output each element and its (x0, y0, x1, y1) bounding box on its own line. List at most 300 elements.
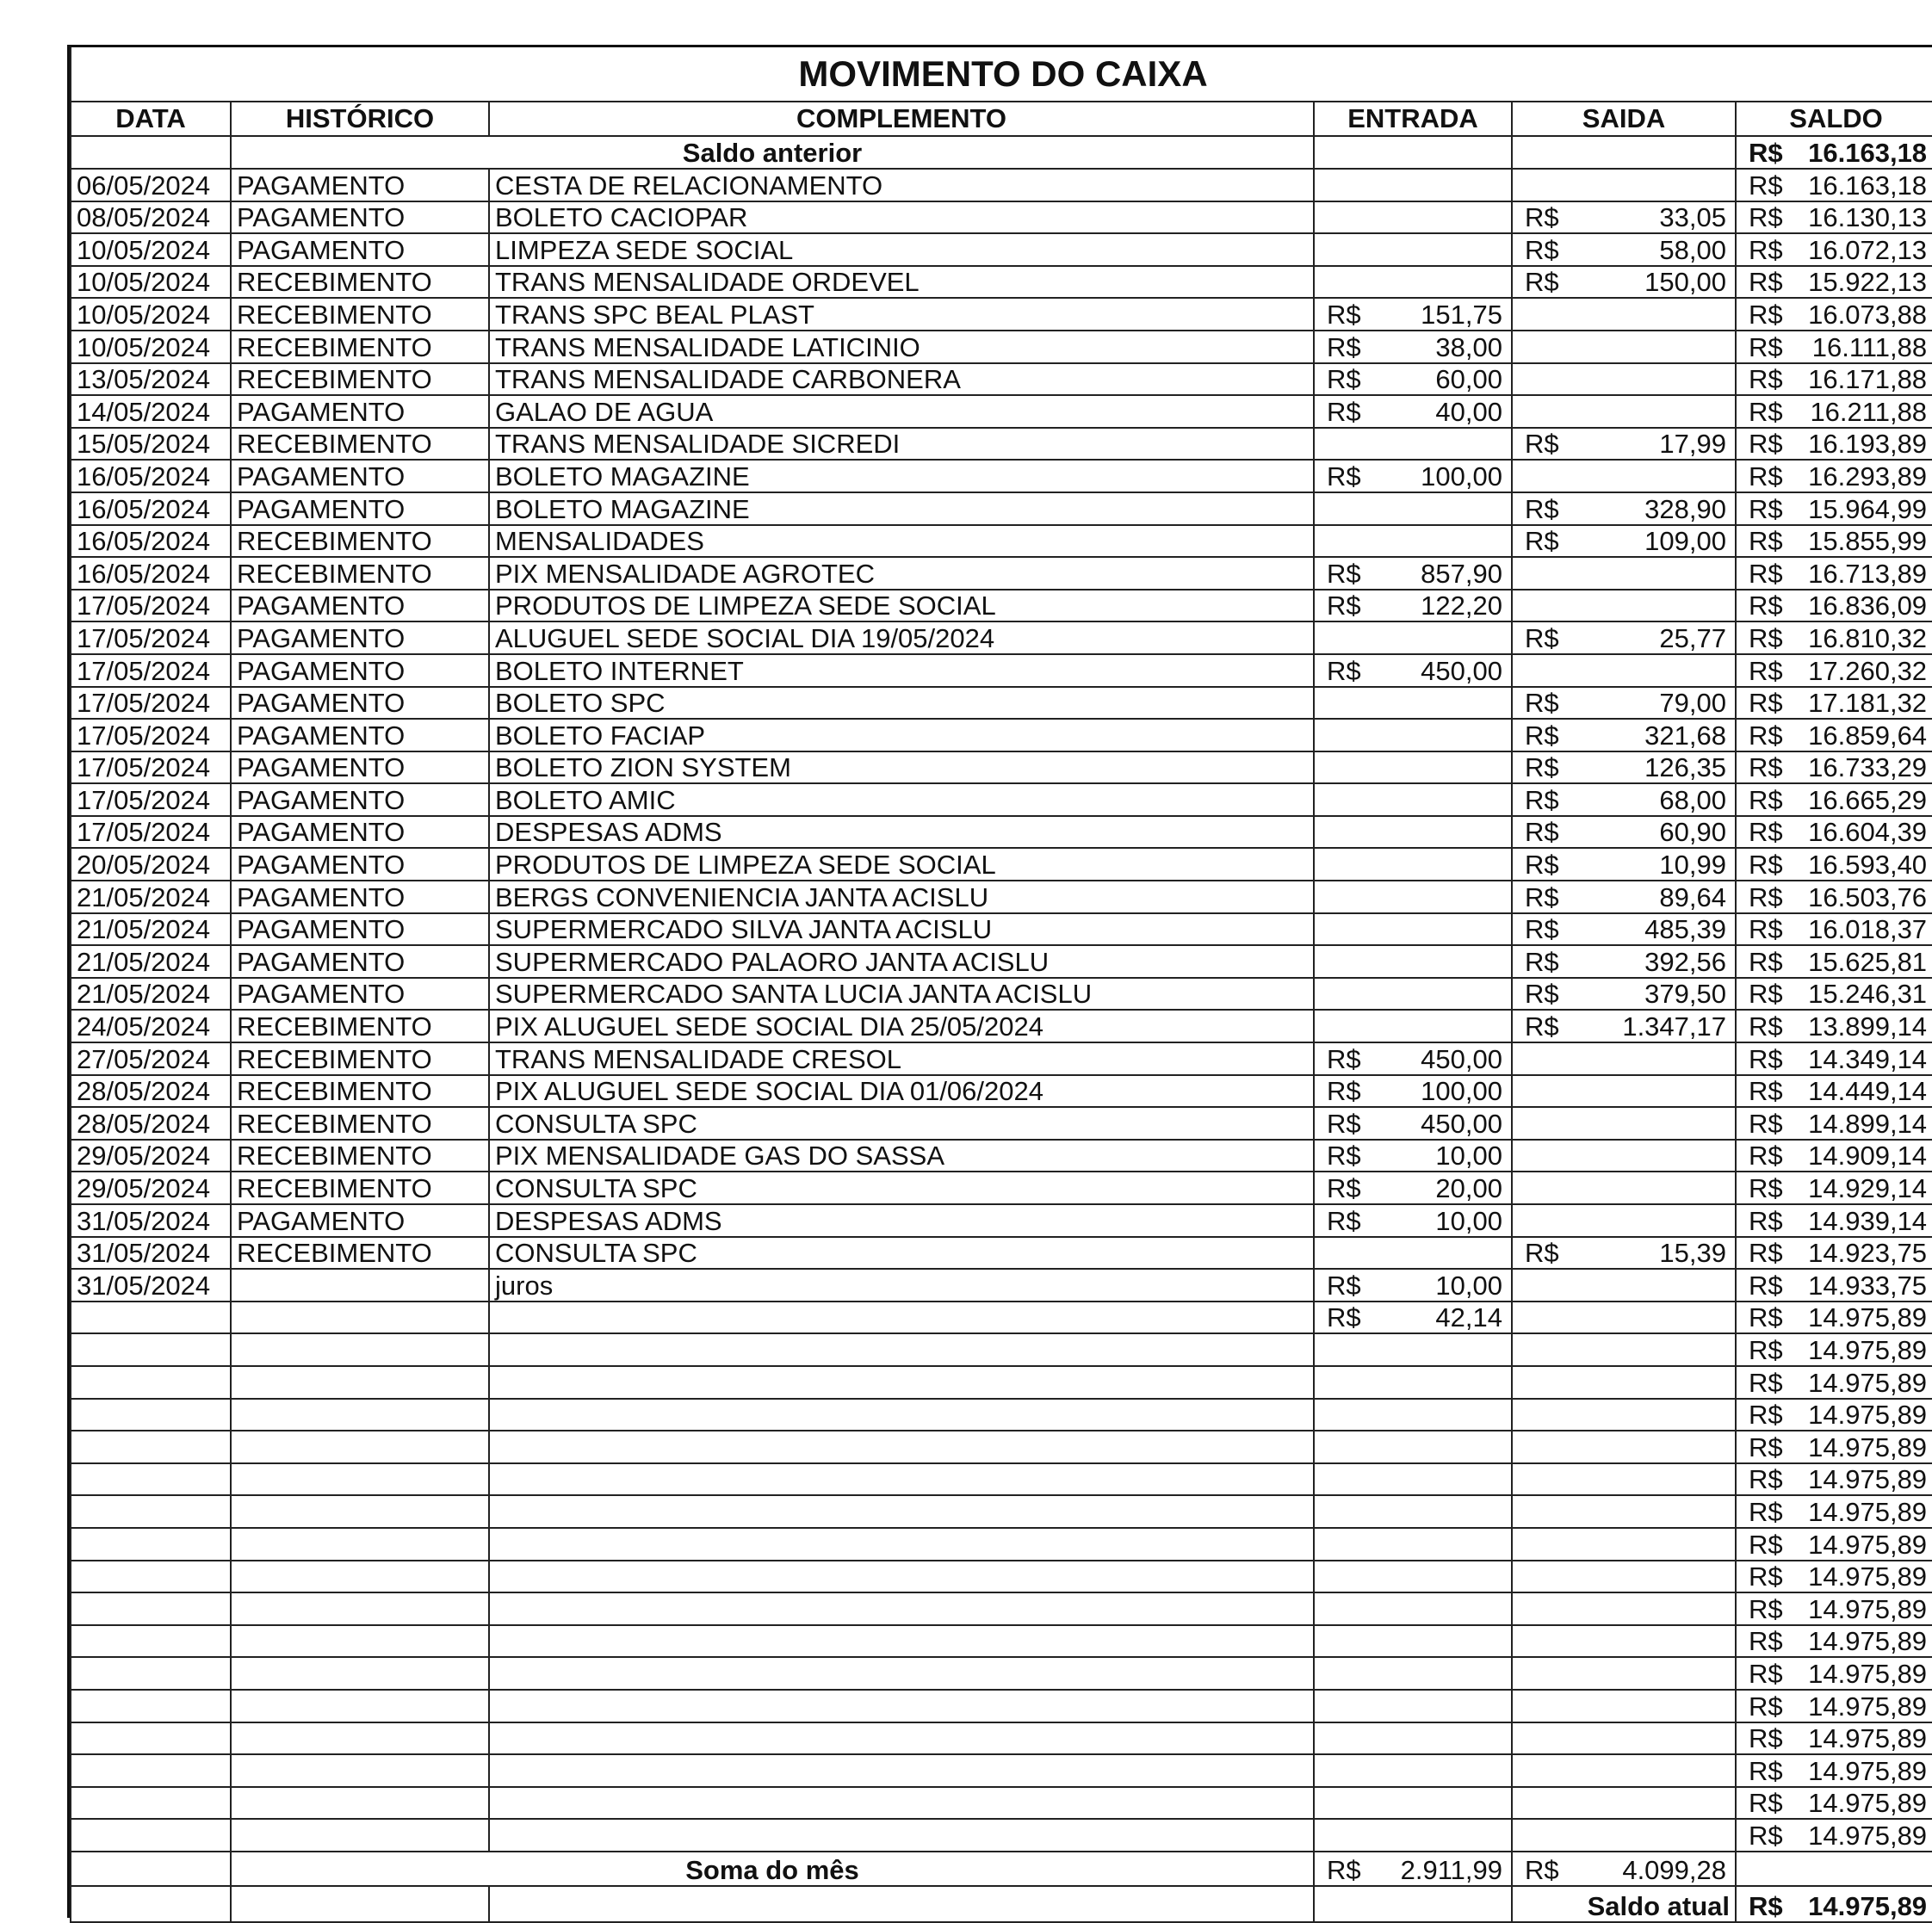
cell-date: 10/05/2024 (71, 331, 231, 363)
cell-historico (231, 1431, 489, 1463)
saida-amount: 58,00 (1659, 234, 1726, 265)
cell-date (71, 1754, 231, 1787)
cell-entrada (1314, 1657, 1512, 1690)
table-row (71, 201, 1932, 234)
cell-saida (1512, 1172, 1736, 1204)
cell-complemento: PRODUTOS DE LIMPEZA SEDE SOCIAL (489, 590, 1314, 622)
cell-historico (231, 1366, 489, 1399)
cell-entrada (1314, 1399, 1512, 1431)
cell-historico (231, 1528, 489, 1561)
currency-symbol: R$ (1749, 1755, 1783, 1786)
currency-symbol: R$ (1525, 914, 1559, 945)
table-row (71, 1463, 1932, 1496)
currency-symbol: R$ (1525, 688, 1559, 719)
currency-symbol: R$ (1749, 1043, 1783, 1074)
cell-historico (231, 1495, 489, 1528)
saldo-amount: 17.181,32 (1808, 688, 1928, 719)
cell-entrada (1314, 1431, 1512, 1463)
cell-date (71, 1819, 231, 1852)
cell-entrada (1314, 1140, 1512, 1172)
col-header-historico: HISTÓRICO (231, 102, 489, 136)
currency-symbol: R$ (1749, 1561, 1783, 1592)
cell-date: 13/05/2024 (71, 363, 231, 396)
cell-date: 31/05/2024 (71, 1237, 231, 1270)
cell-date (71, 1787, 231, 1820)
currency-symbol: R$ (1749, 688, 1783, 719)
cell-date: 17/05/2024 (71, 654, 231, 687)
total-empty-date (71, 1852, 231, 1886)
saldo-amount: 16.859,64 (1808, 720, 1928, 751)
cell-entrada (1314, 1075, 1512, 1108)
cell-saldo (1736, 460, 1932, 492)
cell-complemento (489, 1463, 1314, 1496)
cell-saida (1512, 1269, 1736, 1302)
table-row (71, 590, 1932, 622)
cell-complemento: BOLETO ZION SYSTEM (489, 751, 1314, 784)
cell-saida (1512, 395, 1736, 428)
currency-symbol: R$ (1749, 1108, 1783, 1139)
table-row (71, 913, 1932, 946)
table-row (71, 1204, 1932, 1237)
cell-saldo (1736, 848, 1932, 881)
cell-saida (1512, 751, 1736, 784)
saldo-amount: 14.975,89 (1808, 1400, 1928, 1431)
saldo-amount: 16.193,89 (1808, 429, 1928, 460)
saldo-amount: 16.503,76 (1808, 881, 1928, 912)
currency-symbol: R$ (1749, 558, 1783, 589)
saldo-amount: 15.625,81 (1808, 946, 1928, 977)
cell-historico: RECEBIMENTO (231, 363, 489, 396)
cell-saida (1512, 1528, 1736, 1561)
cell-saldo (1736, 1237, 1932, 1270)
cell-saldo (1736, 298, 1932, 331)
cell-saida (1512, 1366, 1736, 1399)
col-header-complemento: COMPLEMENTO (489, 102, 1314, 136)
saida-amount: 10,99 (1659, 850, 1726, 881)
cell-historico (231, 1269, 489, 1302)
cell-complemento (489, 1399, 1314, 1431)
currency-symbol: R$ (1749, 1173, 1783, 1203)
cell-historico: PAGAMENTO (231, 201, 489, 234)
currency-symbol: R$ (1749, 396, 1783, 427)
currency-symbol: R$ (1749, 850, 1783, 881)
table-row (71, 298, 1932, 331)
cell-entrada (1314, 1787, 1512, 1820)
prev-empty-entrada (1314, 136, 1512, 169)
cell-entrada (1314, 719, 1512, 751)
saida-amount: 485,39 (1644, 914, 1726, 945)
cell-saldo (1736, 1787, 1932, 1820)
cell-complemento: CONSULTA SPC (489, 1172, 1314, 1204)
saida-amount: 89,64 (1659, 881, 1726, 912)
currency-symbol: R$ (1327, 1076, 1361, 1107)
cell-historico: PAGAMENTO (231, 395, 489, 428)
cell-date: 29/05/2024 (71, 1140, 231, 1172)
currency-symbol: R$ (1749, 1593, 1783, 1624)
cell-date (71, 1561, 231, 1593)
cell-entrada (1314, 201, 1512, 234)
cell-saida (1512, 816, 1736, 849)
currency-symbol: R$ (1525, 850, 1559, 881)
cell-saida (1512, 1754, 1736, 1787)
saldo-amount: 14.975,89 (1808, 1593, 1928, 1624)
cell-entrada (1314, 395, 1512, 428)
prev-empty-date (71, 136, 231, 169)
saldo-amount: 14.975,89 (1808, 1496, 1928, 1527)
cell-complemento: BOLETO MAGAZINE (489, 460, 1314, 492)
currency-symbol: R$ (1749, 1723, 1783, 1754)
cell-historico (231, 1754, 489, 1787)
cell-saida (1512, 1690, 1736, 1722)
cell-historico: RECEBIMENTO (231, 266, 489, 299)
cell-saida (1512, 978, 1736, 1011)
currency-symbol: R$ (1749, 1658, 1783, 1689)
cell-saida (1512, 1140, 1736, 1172)
saldo-amount: 14.975,89 (1808, 1431, 1928, 1462)
saldo-amount: 16.604,39 (1808, 817, 1928, 848)
cell-saida (1512, 492, 1736, 525)
cell-saldo (1736, 1333, 1932, 1366)
saldo-amount: 14.975,89 (1808, 1302, 1928, 1333)
currency-symbol: R$ (1749, 1529, 1783, 1560)
cell-date: 14/05/2024 (71, 395, 231, 428)
saldo-amount: 16.211,88 (1810, 396, 1928, 427)
cell-date (71, 1333, 231, 1366)
entrada-amount: 20,00 (1435, 1173, 1502, 1203)
currency-symbol: R$ (1525, 752, 1559, 783)
currency-symbol: R$ (1749, 1820, 1783, 1851)
soma-entrada-amount: 2.911,99 (1400, 1854, 1502, 1885)
saldo-amount: 14.975,89 (1808, 1367, 1928, 1398)
saldo-amount: 16.836,09 (1808, 591, 1928, 621)
cell-historico: PAGAMENTO (231, 1204, 489, 1237)
cell-saida (1512, 1237, 1736, 1270)
table-row (71, 492, 1932, 525)
table-row (71, 460, 1932, 492)
cell-saida (1512, 1042, 1736, 1075)
currency-symbol: R$ (1749, 1367, 1783, 1398)
cell-date: 24/05/2024 (71, 1010, 231, 1042)
saldo-amount: 14.975,89 (1808, 1561, 1928, 1592)
cell-date: 28/05/2024 (71, 1075, 231, 1108)
cell-historico: PAGAMENTO (231, 654, 489, 687)
saida-amount: 392,56 (1644, 946, 1726, 977)
currency-symbol: R$ (1749, 752, 1783, 783)
entrada-amount: 450,00 (1421, 655, 1502, 686)
saldo-amount: 16.733,29 (1808, 752, 1928, 783)
cell-entrada (1314, 621, 1512, 654)
saldo-amount: 16.593,40 (1808, 850, 1928, 881)
soma-saida (1512, 1852, 1736, 1886)
saida-amount: 33,05 (1659, 202, 1726, 233)
cell-complemento (489, 1625, 1314, 1658)
currency-symbol: R$ (1327, 1043, 1361, 1074)
cell-historico: RECEBIMENTO (231, 331, 489, 363)
cell-entrada (1314, 913, 1512, 946)
cell-historico: PAGAMENTO (231, 719, 489, 751)
table-row (71, 1172, 1932, 1204)
cell-saida (1512, 1819, 1736, 1852)
currency-symbol: R$ (1749, 138, 1783, 168)
cell-saida (1512, 848, 1736, 881)
currency-symbol: R$ (1327, 1108, 1361, 1139)
currency-symbol: R$ (1525, 817, 1559, 848)
currency-symbol: R$ (1749, 267, 1783, 298)
cell-date: 17/05/2024 (71, 751, 231, 784)
cell-date (71, 1302, 231, 1334)
saldo-amount: 15.922,13 (1808, 267, 1928, 298)
saida-amount: 109,00 (1644, 526, 1726, 557)
entrada-amount: 38,00 (1435, 331, 1502, 362)
cell-complemento: MENSALIDADES (489, 525, 1314, 558)
saldo-amount: 14.929,14 (1808, 1173, 1928, 1203)
entrada-amount: 857,90 (1421, 558, 1502, 589)
cell-entrada (1314, 1690, 1512, 1722)
cell-historico: RECEBIMENTO (231, 428, 489, 461)
cell-complemento (489, 1561, 1314, 1593)
cell-saldo (1736, 816, 1932, 849)
cell-entrada (1314, 816, 1512, 849)
cell-saldo (1736, 978, 1932, 1011)
cell-saida (1512, 1399, 1736, 1431)
cell-saida (1512, 687, 1736, 720)
cell-saida (1512, 1075, 1736, 1108)
cell-entrada (1314, 783, 1512, 816)
cell-historico (231, 1333, 489, 1366)
currency-symbol: R$ (1749, 591, 1783, 621)
cell-saldo (1736, 492, 1932, 525)
cell-complemento (489, 1787, 1314, 1820)
cell-saldo (1736, 557, 1932, 590)
cell-historico: RECEBIMENTO (231, 1107, 489, 1140)
currency-symbol: R$ (1525, 1854, 1559, 1885)
cell-historico: RECEBIMENTO (231, 298, 489, 331)
currency-symbol: R$ (1525, 202, 1559, 233)
currency-symbol: R$ (1749, 881, 1783, 912)
currency-symbol: R$ (1749, 1334, 1783, 1365)
cell-saldo (1736, 1754, 1932, 1787)
cell-saldo (1736, 590, 1932, 622)
cell-complemento: SUPERMERCADO SILVA JANTA ACISLU (489, 913, 1314, 946)
cell-date (71, 1431, 231, 1463)
final-empty-comp (489, 1886, 1314, 1922)
saldo-amount: 14.933,75 (1808, 1270, 1928, 1301)
cell-entrada (1314, 1010, 1512, 1042)
cell-saida (1512, 298, 1736, 331)
cell-complemento: BOLETO SPC (489, 687, 1314, 720)
cell-date (71, 1366, 231, 1399)
cell-saldo (1736, 1269, 1932, 1302)
table-row (71, 1269, 1932, 1302)
cell-historico: PAGAMENTO (231, 621, 489, 654)
cell-complemento: PIX MENSALIDADE AGROTEC (489, 557, 1314, 590)
table-row (71, 1754, 1932, 1787)
cell-saida (1512, 1107, 1736, 1140)
cell-saldo (1736, 201, 1932, 234)
cell-saldo (1736, 1528, 1932, 1561)
cell-date: 21/05/2024 (71, 945, 231, 978)
cell-historico (231, 1399, 489, 1431)
cell-saldo (1736, 428, 1932, 461)
saldo-atual-label: Saldo atual (1512, 1886, 1736, 1922)
cell-saida (1512, 654, 1736, 687)
cell-historico: PAGAMENTO (231, 233, 489, 266)
saida-amount: 17,99 (1659, 429, 1726, 460)
cell-saida (1512, 331, 1736, 363)
table-row (71, 654, 1932, 687)
currency-symbol: R$ (1525, 493, 1559, 524)
cell-date: 17/05/2024 (71, 590, 231, 622)
table-row (71, 1528, 1932, 1561)
cell-saldo (1736, 1140, 1932, 1172)
currency-symbol: R$ (1749, 720, 1783, 751)
cell-complemento (489, 1366, 1314, 1399)
entrada-amount: 10,00 (1435, 1141, 1502, 1172)
cell-entrada (1314, 1269, 1512, 1302)
currency-symbol: R$ (1327, 591, 1361, 621)
cell-saldo (1736, 266, 1932, 299)
saldo-amount: 16.018,37 (1808, 914, 1928, 945)
cell-historico: PAGAMENTO (231, 816, 489, 849)
cell-entrada (1314, 1754, 1512, 1787)
cell-saldo (1736, 1625, 1932, 1658)
currency-symbol: R$ (1749, 1270, 1783, 1301)
cell-date: 10/05/2024 (71, 233, 231, 266)
currency-symbol: R$ (1327, 1205, 1361, 1236)
table-row (71, 1075, 1932, 1108)
currency-symbol: R$ (1749, 1431, 1783, 1462)
cell-date: 17/05/2024 (71, 687, 231, 720)
cell-saida (1512, 881, 1736, 913)
cell-date: 15/05/2024 (71, 428, 231, 461)
currency-symbol: R$ (1749, 234, 1783, 265)
cell-complemento (489, 1722, 1314, 1755)
prev-empty-saida (1512, 136, 1736, 169)
saldo-amount: 14.975,89 (1808, 1658, 1928, 1689)
cell-historico: PAGAMENTO (231, 492, 489, 525)
currency-symbol: R$ (1749, 817, 1783, 848)
cell-date: 16/05/2024 (71, 460, 231, 492)
table-row (71, 687, 1932, 720)
table-row (71, 881, 1932, 913)
saldo-amount: 14.975,89 (1808, 1334, 1928, 1365)
currency-symbol: R$ (1749, 1011, 1783, 1042)
currency-symbol: R$ (1749, 1496, 1783, 1527)
saldo-amount: 16.293,89 (1808, 461, 1928, 492)
saldo-amount: 14.939,14 (1808, 1205, 1928, 1236)
currency-symbol: R$ (1327, 299, 1361, 330)
cell-entrada (1314, 1561, 1512, 1593)
saida-amount: 79,00 (1659, 688, 1726, 719)
table-row (71, 428, 1932, 461)
cell-saida (1512, 621, 1736, 654)
cell-saldo (1736, 1107, 1932, 1140)
cell-historico: RECEBIMENTO (231, 557, 489, 590)
entrada-amount: 151,75 (1421, 299, 1502, 330)
table-row (71, 719, 1932, 751)
cell-saldo (1736, 331, 1932, 363)
saldo-amount: 13.899,14 (1808, 1011, 1928, 1042)
cell-complemento (489, 1819, 1314, 1852)
saldo-atual-row (71, 1886, 1932, 1922)
saldo-amount: 14.975,89 (1808, 1755, 1928, 1786)
cell-entrada (1314, 1204, 1512, 1237)
cell-entrada (1314, 1172, 1512, 1204)
cell-complemento: TRANS SPC BEAL PLAST (489, 298, 1314, 331)
saldo-amount: 16.073,88 (1808, 299, 1928, 330)
entrada-amount: 10,00 (1435, 1270, 1502, 1301)
cell-entrada (1314, 1625, 1512, 1658)
table-row (71, 1561, 1932, 1593)
currency-symbol: R$ (1749, 914, 1783, 945)
currency-symbol: R$ (1749, 1691, 1783, 1722)
saldo-amount: 14.909,14 (1808, 1141, 1928, 1172)
cell-historico: PAGAMENTO (231, 590, 489, 622)
saldo-atual-amount: 14.975,89 (1808, 1890, 1928, 1921)
cell-saldo (1736, 881, 1932, 913)
cell-entrada (1314, 590, 1512, 622)
currency-symbol: R$ (1749, 1141, 1783, 1172)
cell-saldo (1736, 525, 1932, 558)
cell-historico (231, 1463, 489, 1496)
cell-date: 20/05/2024 (71, 848, 231, 881)
saldo-amount: 14.975,89 (1808, 1820, 1928, 1851)
table-row (71, 1625, 1932, 1658)
cell-saida (1512, 525, 1736, 558)
cell-saida (1512, 1657, 1736, 1690)
cell-historico (231, 1561, 489, 1593)
currency-symbol: R$ (1749, 1205, 1783, 1236)
table-row (71, 525, 1932, 558)
currency-symbol: R$ (1749, 461, 1783, 492)
cell-historico: RECEBIMENTO (231, 1172, 489, 1204)
entrada-amount: 40,00 (1435, 396, 1502, 427)
entrada-amount: 122,20 (1421, 591, 1502, 621)
cell-saida (1512, 428, 1736, 461)
saida-amount: 15,39 (1659, 1238, 1726, 1269)
cell-complemento: SUPERMERCADO PALAORO JANTA ACISLU (489, 945, 1314, 978)
cell-saida (1512, 1010, 1736, 1042)
cell-entrada (1314, 1042, 1512, 1075)
cell-complemento: BOLETO MAGAZINE (489, 492, 1314, 525)
cell-saida (1512, 460, 1736, 492)
saida-amount: 379,50 (1644, 979, 1726, 1010)
cell-complemento: BOLETO AMIC (489, 783, 1314, 816)
currency-symbol: R$ (1525, 1011, 1559, 1042)
cell-saida (1512, 201, 1736, 234)
saldo-amount: 16.072,13 (1808, 234, 1928, 265)
cell-historico: PAGAMENTO (231, 687, 489, 720)
table-row (71, 1140, 1932, 1172)
cell-entrada (1314, 1528, 1512, 1561)
cell-saldo (1736, 1172, 1932, 1204)
cell-entrada (1314, 363, 1512, 396)
cell-saida (1512, 233, 1736, 266)
cell-saldo (1736, 1561, 1932, 1593)
cell-saldo (1736, 1722, 1932, 1755)
cell-complemento: TRANS MENSALIDADE SICREDI (489, 428, 1314, 461)
cell-historico (231, 1625, 489, 1658)
saldo-amount: 14.975,89 (1808, 1691, 1928, 1722)
currency-symbol: R$ (1749, 655, 1783, 686)
cell-saida (1512, 266, 1736, 299)
cell-complemento: CONSULTA SPC (489, 1107, 1314, 1140)
table-row (71, 266, 1932, 299)
cell-saldo (1736, 1819, 1932, 1852)
currency-symbol: R$ (1327, 1270, 1361, 1301)
cell-saldo (1736, 1366, 1932, 1399)
table-row (71, 751, 1932, 784)
